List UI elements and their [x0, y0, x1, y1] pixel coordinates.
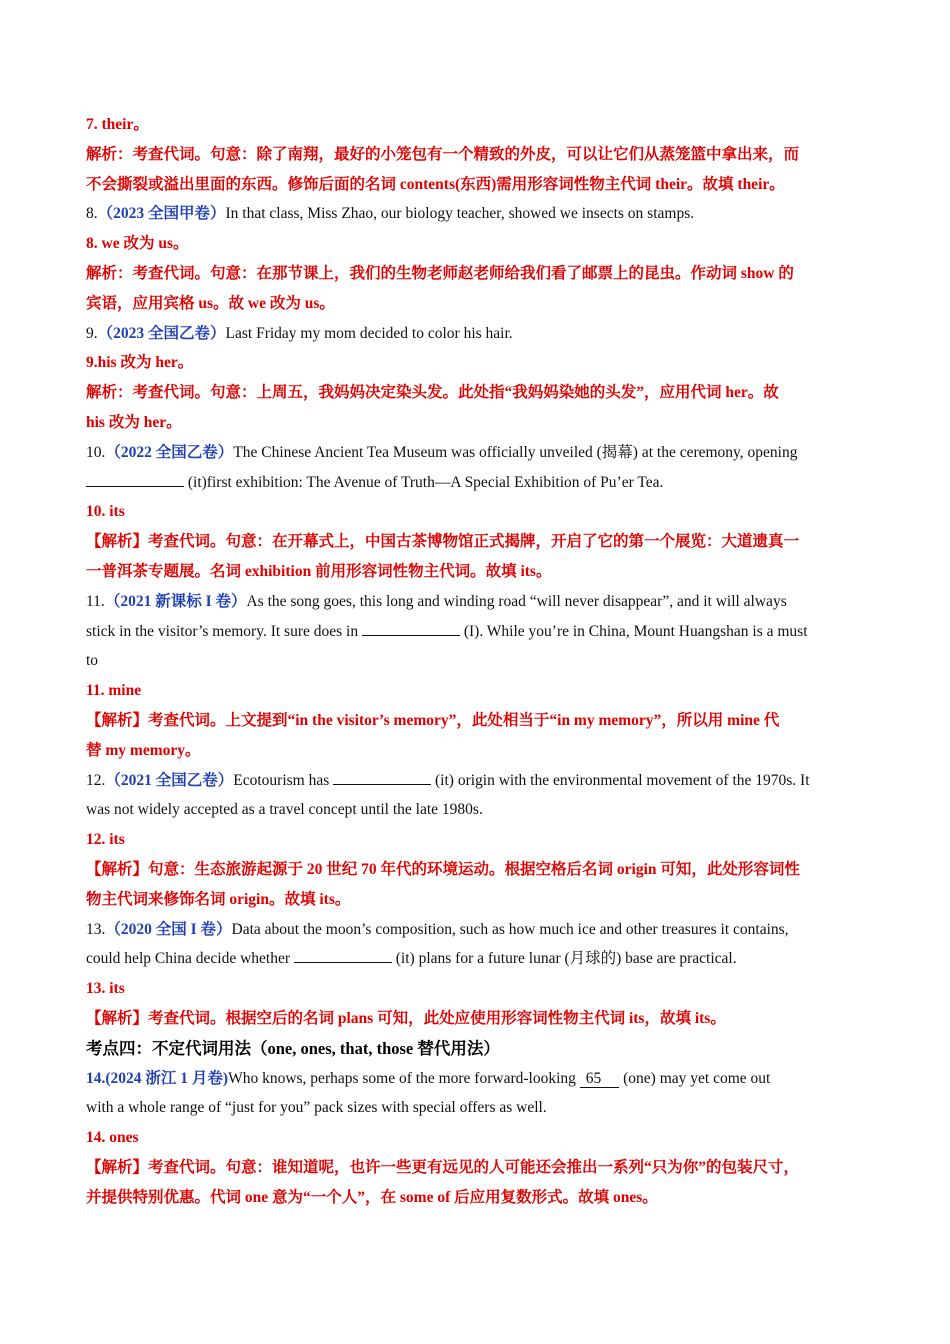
question-11-line3: to	[86, 652, 99, 670]
question-text: The Chinese Ancient Tea Museum was officially unveiled (揭幕) at the ceremony, opening	[233, 443, 798, 461]
document-page	[86, 110, 866, 1212]
question-text: (it) origin with the environmental movement of the 1970s. It	[431, 771, 810, 789]
question-text: Data about the moon’s composition, such as how much ice and other treasures it contains,	[231, 920, 789, 938]
question-10-line1	[86, 438, 866, 468]
question-source: (2024 浙江 1 月卷)	[105, 1069, 229, 1087]
question-source: （2021 全国乙卷）	[105, 771, 234, 789]
question-12-line1	[86, 766, 866, 796]
answer-blank[interactable]	[86, 471, 184, 487]
explanation-12-line2: 物主代词来修饰名词 origin。故填 its。	[86, 890, 351, 908]
question-source: （2022 全国乙卷）	[105, 443, 234, 461]
answer-8: 8. we 改为 us。	[86, 235, 189, 253]
explanation-12-line1: 【解析】句意：生态旅游起源于 20 世纪 70 年代的环境运动。根据空格后名词 origin 可知，此处形容词性	[86, 860, 800, 878]
question-text: could help China decide whether	[86, 950, 294, 968]
question-number: 12.	[86, 771, 106, 789]
explanation-8-line1: 解析：考查代词。句意：在那节课上，我们的生物老师赵老师给我们看了邮票上的昆虫。作动词 show 的	[86, 264, 794, 282]
answer-blank[interactable]: 65	[580, 1071, 620, 1088]
question-source: （2021 新课标 I 卷）	[104, 592, 247, 610]
answer-14: 14. ones	[86, 1129, 139, 1147]
answer-10: 10. its	[86, 503, 125, 521]
question-text: Ecotourism has	[233, 771, 334, 789]
explanation-10-line1: 【解析】考查代词。句意：在开幕式上，中国古茶博物馆正式揭牌，开启了它的第一个展览：大道遗真一	[86, 533, 800, 551]
question-text: In that class, Miss Zhao, our biology teacher, showed we insects on stamps.	[225, 205, 695, 223]
question-text: Who knows, perhaps some of the more forward-looking	[228, 1069, 580, 1087]
explanation-13-line1: 【解析】考查代词。根据空后的名词 plans 可知，此处应使用形容词性物主代词 its，故填 its。	[86, 1009, 726, 1027]
explanation-9-line1: 解析：考查代词。句意：上周五，我妈妈决定染头发。此处指“我妈妈染她的头发”，应用代词 her。故	[86, 384, 779, 402]
question-source: （2023 全国甲卷）	[97, 205, 226, 223]
answer-12: 12. its	[86, 831, 125, 849]
answer-13: 13. its	[86, 980, 125, 998]
question-13-line1	[86, 915, 866, 945]
explanation-14-line1: 【解析】考查代词。句意：谁知道呢，也许一些更有远见的人可能还会推出一系列“只为你”的包装尺寸，	[86, 1158, 800, 1176]
question-14-line2: with a whole range of “just for you” pack sizes with special offers as well.	[86, 1099, 547, 1117]
question-number: 8.	[86, 205, 98, 223]
question-12-line2: was not widely accepted as a travel concept until the late 1980s.	[86, 801, 483, 819]
explanation-7-line2: 不会撕裂或溢出里面的东西。修饰后面的名词 contents(东西)需用形容词性物主代词 their。故填 their。	[86, 175, 785, 193]
answer-11: 11. mine	[86, 682, 142, 700]
question-text: (I). While you’re in China, Mount Huangshan is a must	[459, 622, 808, 640]
answer-blank[interactable]	[294, 947, 392, 963]
question-13-line2	[86, 944, 866, 974]
question-10-line2	[86, 468, 866, 498]
explanation-10-line2: 一普洱茶专题展。名词 exhibition 前用形容词性物主代词。故填 its。	[86, 562, 552, 580]
explanation-11-line2: 替 my memory。	[86, 741, 201, 759]
answer-7: 7. their。	[86, 116, 149, 133]
question-text: (it)first exhibition: The Avenue of Truth—A Special Exhibition of Pu’er Tea.	[184, 473, 664, 491]
explanation-8-line2: 宾语，应用宾格 us。故 we 改为 us。	[86, 294, 335, 312]
explanation-14-line2: 并提供特别优惠。代词 one 意为“一个人”，在 some of 后应用复数形式。故填 ones。	[86, 1188, 658, 1206]
question-11-line1	[86, 587, 866, 617]
question-number: 13.	[86, 920, 106, 938]
answer-blank[interactable]	[362, 620, 460, 636]
section-heading: 考点四：不定代词用法（one, ones, that, those 替代用法）	[86, 1038, 500, 1058]
explanation-7-line1: 解析：考查代词。句意：除了南翔，最好的小笼包有一个精致的外皮，可以让它们从蒸笼篮中拿出来，而	[86, 145, 800, 163]
question-9	[86, 319, 866, 349]
question-number: 11.	[86, 592, 105, 610]
question-text: As the song goes, this long and winding road “will never disappear”, and it will always	[246, 592, 787, 610]
explanation-9-line2: his 改为 her。	[86, 413, 182, 431]
question-number: 14.	[86, 1069, 106, 1087]
question-text: stick in the visitor’s memory. It sure does in	[86, 622, 362, 640]
question-text: (it) plans for a future lunar (月球的) base are practical.	[391, 950, 737, 968]
answer-blank[interactable]	[333, 769, 431, 785]
question-text: (one) may yet come out	[619, 1069, 771, 1087]
answer-9: 9.his 改为 her。	[86, 354, 194, 372]
question-number: 9.	[86, 324, 98, 342]
question-8	[86, 199, 866, 229]
question-source: （2023 全国乙卷）	[97, 324, 226, 342]
question-11-line2	[86, 617, 866, 647]
question-number: 10.	[86, 443, 106, 461]
question-source: （2020 全国 I 卷）	[105, 920, 232, 938]
explanation-11-line1: 【解析】考查代词。上文提到“in the visitor’s memory”，此处相当于“in my memory”，所以用 mine 代	[86, 711, 780, 729]
question-14-line1	[86, 1064, 866, 1094]
question-text: Last Friday my mom decided to color his hair.	[225, 324, 513, 342]
